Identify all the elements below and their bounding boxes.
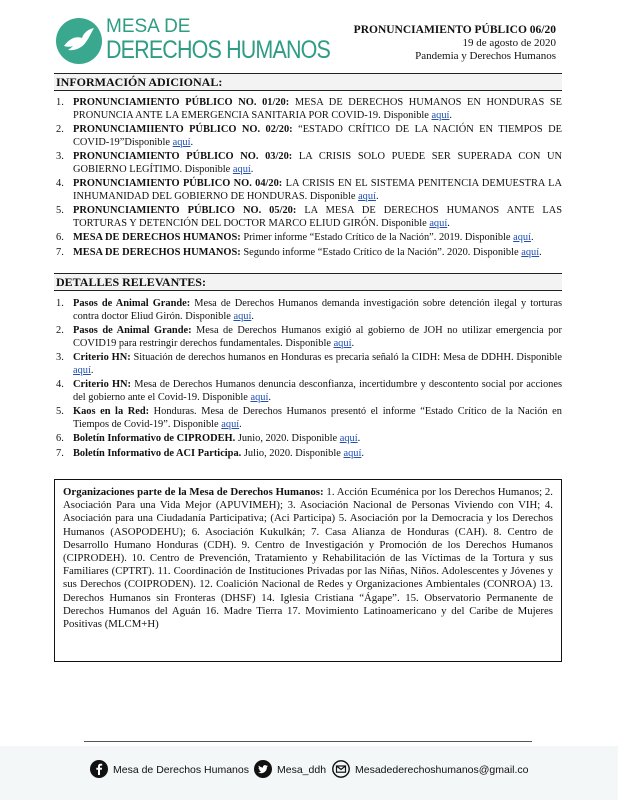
item-end: . <box>250 163 254 175</box>
item-link[interactable]: aquí <box>513 232 532 244</box>
footer-divider <box>84 741 532 742</box>
item-end: . <box>539 246 542 258</box>
item-source: Criterio HN: <box>73 379 132 391</box>
item-number: 7. <box>56 246 64 258</box>
item-number: 2. <box>56 124 64 136</box>
dove-icon <box>56 18 102 64</box>
item-link[interactable]: aquí <box>221 419 240 431</box>
list-item <box>54 325 562 351</box>
item-link[interactable]: aquí <box>429 218 448 230</box>
item-text: Primer informe “Estado Crítico de la Nación”. 2019. Disponible <box>240 232 514 244</box>
item-number: 7. <box>56 447 64 459</box>
facebook-label: Mesa de Derechos Humanos <box>113 764 249 776</box>
document-header <box>354 24 556 63</box>
item-text: Junio, 2020. Disponible <box>235 433 340 445</box>
list-item <box>54 379 562 405</box>
item-source: Pasos de Animal Grande: <box>73 325 192 337</box>
item-number: 5. <box>56 205 64 217</box>
item-end: . <box>90 364 94 376</box>
item-source: Boletín Informativo de ACI Participa. <box>73 447 242 459</box>
list-item <box>54 406 562 432</box>
item-number: 3. <box>56 352 64 364</box>
document-subject: Pandemia y Derechos Humanos <box>415 50 556 62</box>
email-icon <box>332 760 350 781</box>
item-source: PRONUNCIAMIIENTO PÚBLICO NO. 02/20: <box>73 124 293 136</box>
logo-line2: DERECHOS HUMANOS <box>106 36 330 64</box>
item-source: PRONUNCIAMIENTO PÚBLICO NO. 05/20: <box>73 205 297 217</box>
item-number: 1. <box>56 298 64 309</box>
item-link[interactable]: aquí <box>339 433 358 445</box>
item-link[interactable]: aquí <box>232 163 251 175</box>
item-link[interactable]: aquí <box>521 246 540 258</box>
document-date: 19 de agosto de 2020 <box>462 37 556 49</box>
item-source: MESA DE DERECHOS HUMANOS: <box>73 246 241 258</box>
item-text: Mesa de Derechos Humanos denuncia desconfianza, incertidumbre y descontento social por acciones del gobierno ante el Covid-19. Disponible <box>73 379 562 404</box>
item-number: 3. <box>56 151 64 163</box>
item-text: Mesa de Derechos Humanos demanda investigación sobre detención ilegal y torturas contra doctor Eliud Girón. Disponible <box>73 298 562 322</box>
item-number: 5. <box>56 406 64 418</box>
item-text: MESA DE DERECHOS HUMANOS EN HONDURAS SE PRONUNCIA ANTE LA EMERGENCIA SANITARIA POR COVID-19. Disponible <box>73 97 562 121</box>
item-source: MESA DE DERECHOS HUMANOS: <box>73 232 241 244</box>
facebook-icon <box>90 760 108 781</box>
organizations-box <box>54 479 562 662</box>
item-link[interactable]: aquí <box>73 364 91 376</box>
item-number: 4. <box>56 379 64 391</box>
list-item <box>54 448 562 461</box>
list-item <box>54 352 562 378</box>
logo <box>56 16 330 68</box>
item-end: . <box>190 136 194 148</box>
item-end: . <box>375 191 379 203</box>
twitter-label: Mesa_ddh <box>277 764 327 776</box>
item-text: LA MESA DE DERECHOS HUMANOS ANTE LAS TORTURAS Y DETENCIÓN DEL DOCTOR MARCO ELIUD GIRÓN. Disponible <box>73 205 562 230</box>
footer-email[interactable] <box>332 760 529 780</box>
section-heading-info: INFORMACIÓN ADICIONAL: <box>54 73 562 91</box>
list-item <box>54 247 562 260</box>
item-source: PRONUNCIAMIENTO PÚBLICO NO. 03/20: <box>73 151 293 163</box>
item-text: Segundo informe “Estado Crítico de la Nación”. 2020. Disponible <box>240 246 522 258</box>
document-title: PRONUNCIAMIENTO PÚBLICO 06/20 <box>353 24 556 36</box>
item-text: LA CRISIS SOLO PUEDE SER SUPERADA CON UN GOBIERNO LEGÍTIMO. Disponible <box>73 151 562 175</box>
item-end: . <box>239 419 242 431</box>
email-label: Mesadederechoshumanos@gmail.co <box>355 764 529 776</box>
item-end: . <box>361 447 364 459</box>
item-source: Criterio HN: <box>73 352 131 364</box>
details-list <box>54 298 562 462</box>
item-link[interactable]: aquí <box>343 447 362 459</box>
item-number: 4. <box>56 178 64 190</box>
item-number: 6. <box>56 232 64 244</box>
item-text: Julio, 2020. Disponible <box>241 447 344 459</box>
list-item <box>54 97 562 123</box>
item-end: . <box>449 109 453 121</box>
item-text: Honduras. Mesa de Derechos Humanos presentó el informe “Estado Crítico de la Nación en Tiempos de Covid-19”. Disponible <box>73 406 562 431</box>
item-number: 2. <box>56 325 64 337</box>
list-item <box>54 433 562 446</box>
logo-line1: MESA DE <box>106 16 191 37</box>
list-item <box>54 298 562 324</box>
twitter-icon <box>254 760 272 781</box>
item-number: 6. <box>56 433 64 445</box>
section-heading-details: DETALLES RELEVANTES: <box>54 273 562 291</box>
item-link[interactable]: aquí <box>358 191 376 203</box>
item-end: . <box>351 337 355 349</box>
item-link[interactable]: aquí <box>431 109 450 121</box>
item-source: PRONUNCIAMIENTO PÚBLICO NO. 01/20: <box>73 97 290 108</box>
list-item <box>54 151 562 177</box>
item-end: . <box>447 218 450 230</box>
item-link[interactable]: aquí <box>233 310 252 322</box>
item-number: 1. <box>56 97 64 108</box>
footer-twitter[interactable] <box>254 760 326 780</box>
item-text: “ESTADO CRÍTICO DE LA NACIÓN EN TIEMPOS DE COVID-19”Disponible <box>73 124 562 148</box>
item-end: . <box>531 232 534 244</box>
item-end: . <box>268 392 271 404</box>
organizations-text: 1. Acción Ecuménica por los Derechos Humanos; 2. Asociación Para una Vida Mejor (APUVIMEH); 3. Asociación Nacional de Personas Viviendo con VIH; 4. Asociación para una Ciudadanía Participativa; (Aci Participa) 5. Asociación por la Democracia y los Derechos Humanos (ASOPODEHU); 6. Asociación Kukulkán; 7. Casa Alianza de Honduras (CAH). 8. Centro de Desarrollo Humano Honduras (CDH). 9. Centro de Investigación y Promoción de los Derechos Humanos (CIPRODEH). 10. Centro de Prevención, Tratamiento y Rehabilitación de las Víctimas de la Tortura y sus Familiares (CPTRT). 11. Coordinación de Instituciones Privadas por las Niñas, Niños. Adolescentes y Jóvenes y sus Derechos (COIPRODEN). 12. Coalición Nacional de Redes y Organizaciones Ambientales (CONROA) 13. Derechos Humanos sin Fronteras (DHSF) 14. Iglesia Cristiana “Ágape”. 15. Observatorio Permanente de Derechos Humanos del Aguán 16. Madre Tierra 17. Movimiento Latinoamericano y del Caribe de Mujeres Positivas (MLCM+H) <box>63 486 554 631</box>
item-text: LA CRISIS EN EL SISTEMA PENITENCIA DEMUESTRA LA INHUMANIDAD DEL GOBIERNO DE HONDURAS. Disponible <box>73 178 562 203</box>
info-list <box>54 97 562 261</box>
item-text: Situación de derechos humanos en Honduras es precaria señaló la CIDH: Mesa de DDHH. Disponible <box>130 352 562 364</box>
footer-facebook[interactable] <box>90 760 249 780</box>
item-source: Boletín Informativo de CIPRODEH. <box>73 433 236 445</box>
item-end: . <box>251 310 254 322</box>
item-end: . <box>357 433 361 445</box>
list-item <box>54 232 562 245</box>
item-link[interactable]: aquí <box>172 136 191 148</box>
list-item <box>54 205 562 231</box>
list-item <box>54 178 562 204</box>
item-source: Pasos de Animal Grande: <box>73 298 191 309</box>
item-source: PRONUNCIAMIENTO PÚBLICO NO. 04/20: <box>73 178 283 190</box>
item-source: Kaos en la Red: <box>73 406 150 418</box>
item-link[interactable]: aquí <box>250 392 269 404</box>
item-link[interactable]: aquí <box>333 337 352 349</box>
item-text: Mesa de Derechos Humanos exigió al gobierno de JOH no utilizar emergencia por COVID19 para restringir derechos fundamentales. Disponible <box>73 325 562 349</box>
organizations-heading: Organizaciones parte de la Mesa de Derechos Humanos: <box>63 486 324 498</box>
list-item <box>54 124 562 150</box>
